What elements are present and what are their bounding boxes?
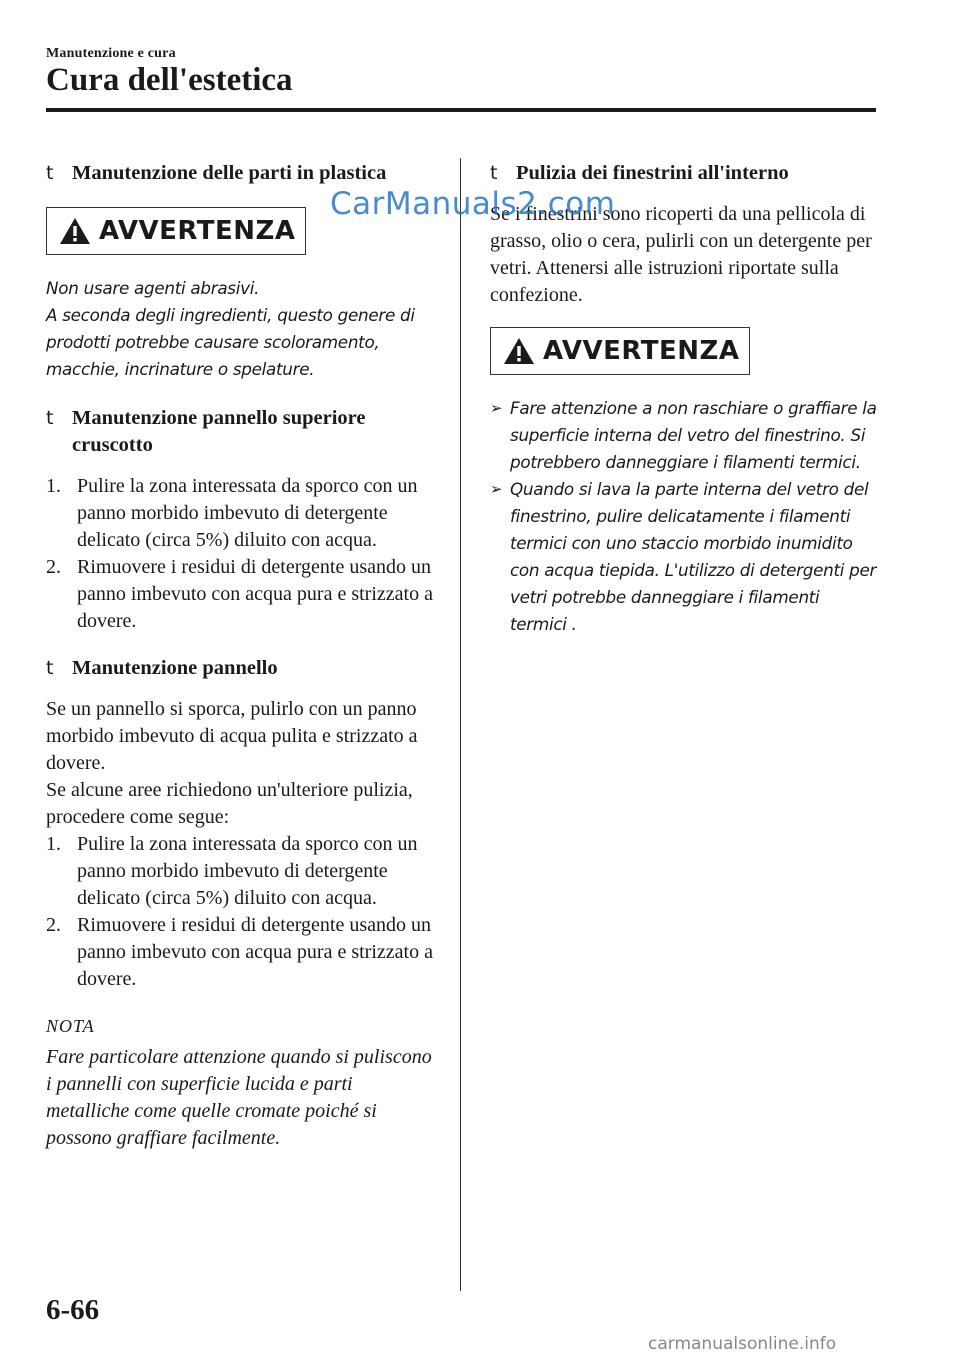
page-title: Cura dell'estetica [46, 62, 293, 98]
step-text: Pulire la zona interessata da sporco con un panno morbido imbevuto di detergente delicato (circa 5%) diluito con acqua. [77, 475, 418, 551]
warning-triangle-icon [503, 337, 535, 365]
step-text: Rimuovere i residui di detergente usando un panno imbevuto con acqua pura e strizzato a dovere. [77, 914, 433, 990]
list-item [490, 476, 880, 638]
section-bullet: t [46, 657, 54, 679]
section-heading-windows [490, 160, 880, 187]
section-bullet: t [46, 407, 54, 429]
section-heading-text: Manutenzione delle parti in plastica [72, 162, 387, 184]
left-column [46, 160, 438, 1152]
step-text: Pulire la zona interessata da sporco con un panno morbido imbevuto di detergente delicato (circa 5%) diluito con acqua. [77, 833, 418, 909]
step-text: Rimuovere i residui di detergente usando un panno imbevuto con acqua pura e strizzato a dovere. [77, 556, 433, 632]
dashboard-steps [46, 473, 438, 635]
section-heading-panel [46, 655, 438, 682]
section-bullet: t [46, 162, 54, 184]
page-number: 6-66 [46, 1294, 100, 1326]
panel-steps [46, 831, 438, 993]
note-text: Fare particolare attenzione quando si puliscono i pannelli con superficie lucida e parti metalliche come quelle cromate poiché si possono graffiare facilmente. [46, 1046, 432, 1149]
section-heading-text: Pulizia dei finestrini all'interno [516, 162, 789, 184]
arrow-icon: ➢ [490, 399, 503, 417]
list-item [46, 831, 438, 912]
warning-label: AVVERTENZA [543, 336, 740, 366]
section-bullet: t [490, 162, 498, 184]
section-heading-plastic [46, 160, 438, 187]
windows-paragraph: Se i finestrini sono ricoperti da una pellicola di grasso, olio o cera, pulirli con un detergente per vetri. Attenersi alle istruzioni riportate sulla confezione. [490, 203, 872, 306]
warning-text [46, 275, 438, 383]
warning-line-2: A seconda degli ingredienti, questo genere di prodotti potrebbe causare scoloramento, macchie, incrinature o spelature. [46, 305, 415, 379]
right-column [490, 160, 880, 638]
section-heading-dashboard [46, 405, 438, 459]
step-number: 1. [46, 475, 61, 497]
warning-line-1: Non usare agenti abrasivi. [46, 278, 260, 298]
note-title: NOTA [46, 1016, 95, 1036]
warning-item-text: Fare attenzione a non raschiare o graffiare la superficie interna del vetro del finestrino. Si potrebbero danneggiare i filamenti termici. [510, 398, 877, 472]
watermark: CarManuals2.com [330, 186, 616, 222]
header-rule [46, 108, 876, 112]
header-section: Manutenzione e cura [46, 46, 176, 61]
warning-triangle-icon [59, 217, 91, 245]
column-divider [460, 158, 461, 1291]
panel-paragraph-1: Se un pannello si sporca, pulirlo con un panno morbido imbevuto di acqua pulita e strizzato a dovere. [46, 698, 418, 774]
warning-box [490, 327, 750, 375]
panel-paragraph-2: Se alcune aree richiedono un'ulteriore pulizia, procedere come segue: [46, 779, 413, 828]
list-item [46, 554, 438, 635]
warning-item-text: Quando si lava la parte interna del vetro del finestrino, pulire delicatamente i filamenti termici con uno staccio morbido inumidito con acqua tiepida. L'utilizzo di detergenti per vetri potrebbe danneggiare i filamenti termici . [510, 479, 877, 634]
step-number: 2. [46, 914, 61, 936]
warning-label: AVVERTENZA [99, 216, 296, 246]
footer-site: carmanualsonline.info [648, 1334, 837, 1354]
list-item [46, 473, 438, 554]
windows-warning-list [490, 395, 880, 638]
list-item [490, 395, 880, 476]
step-number: 1. [46, 833, 61, 855]
arrow-icon: ➢ [490, 480, 503, 498]
list-item [46, 912, 438, 993]
section-heading-text: Manutenzione pannello superiore cruscotto [72, 407, 366, 456]
warning-box [46, 207, 306, 255]
section-heading-text: Manutenzione pannello [72, 657, 278, 679]
step-number: 2. [46, 556, 61, 578]
